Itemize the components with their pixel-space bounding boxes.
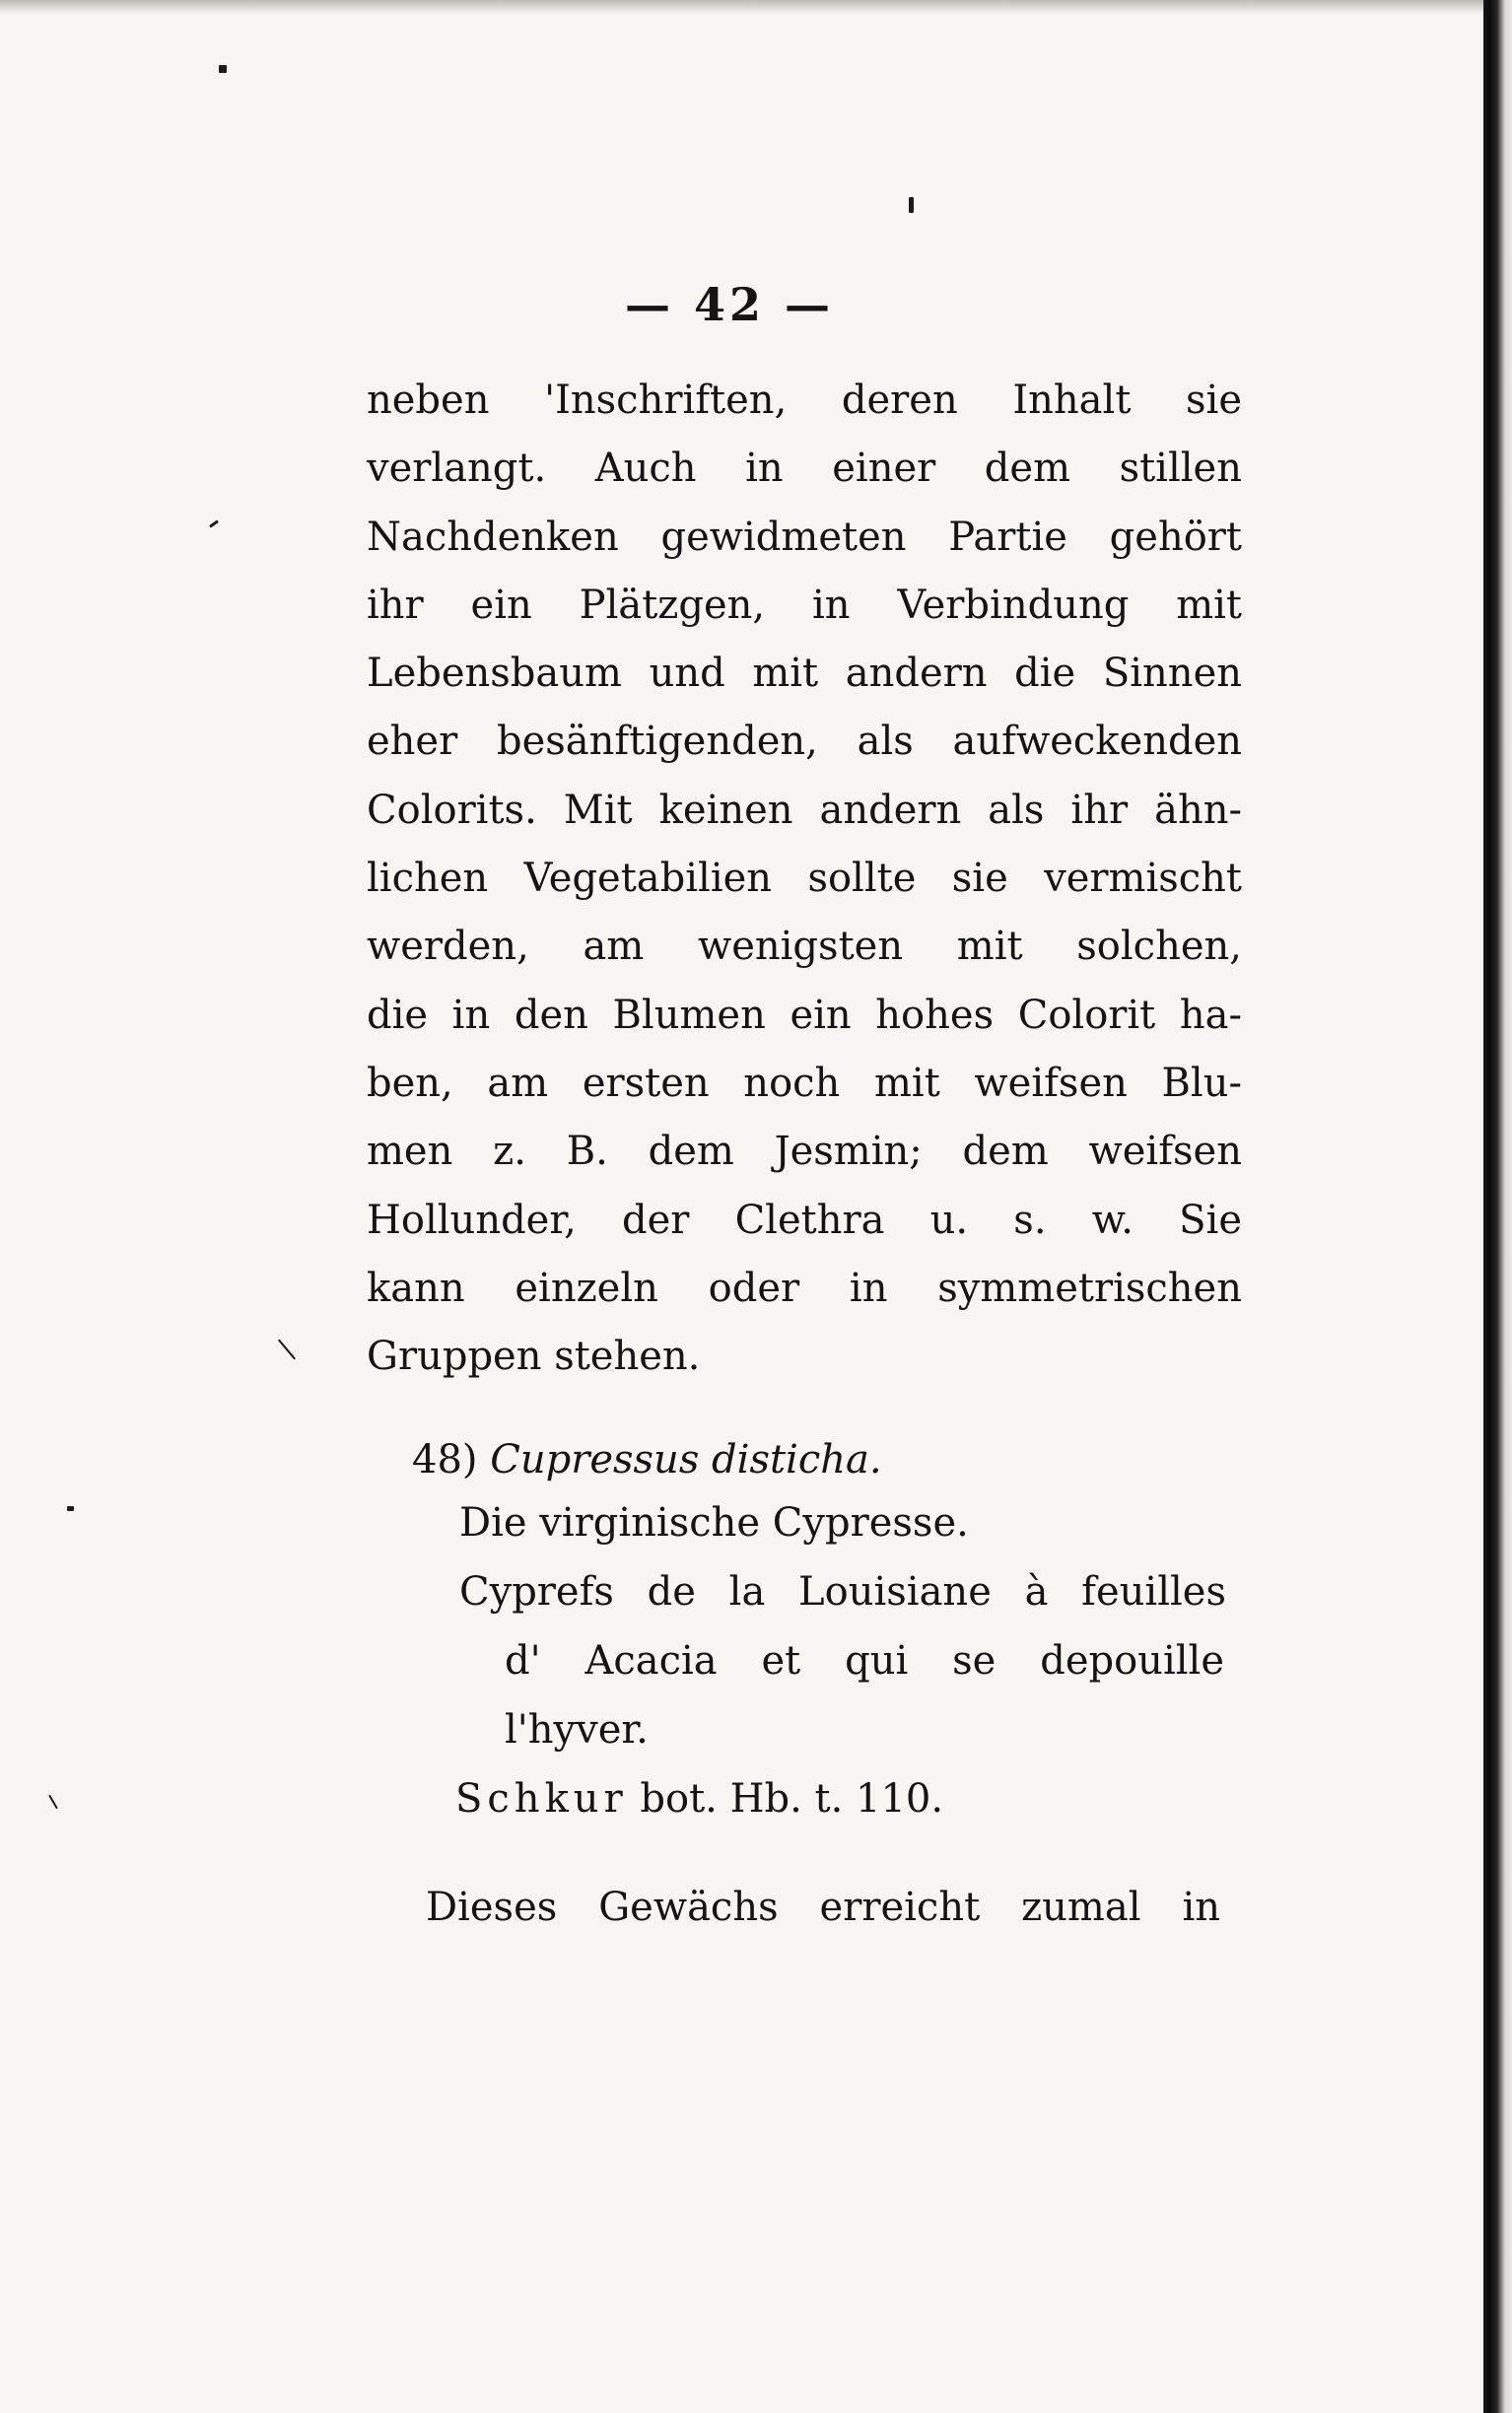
body-line: neben 'Inschriften, deren Inhalt sie <box>367 378 1242 423</box>
body-line: Lebensbaum und mit andern die Sinnen <box>367 651 1242 697</box>
entry-french-line: Cyprefs de la Louisiane à feuilles <box>459 1569 1226 1615</box>
book-edge <box>1483 0 1512 2413</box>
closing-line: Dieses Gewächs erreicht zumal in <box>426 1885 1220 1930</box>
reference-author: Schkur <box>455 1776 628 1822</box>
page-number: — 42 — <box>624 278 835 331</box>
body-line: Nachdenken gewidmeten Partie gehört <box>367 514 1242 560</box>
body-line: Hollunder, der Clethra u. s. w. Sie <box>367 1197 1242 1243</box>
body-line: ben, am ersten noch mit weifsen Blu- <box>367 1060 1242 1106</box>
entry-latin-name: Cupressus disticha. <box>490 1437 882 1482</box>
body-line: Colorits. Mit keinen andern als ihr ähn- <box>367 787 1242 833</box>
body-line: die in den Blumen ein hohes Colorit ha- <box>367 992 1242 1038</box>
entry-heading <box>412 1425 882 1494</box>
body-line: verlangt. Auch in einer dem stillen <box>367 446 1242 492</box>
reference-details: bot. Hb. t. 110. <box>640 1776 944 1822</box>
body-line: lichen Vegetabilien sollte sie vermischt <box>367 856 1242 902</box>
body-paragraph <box>367 367 1242 1391</box>
entry-french-line: l'hyver. <box>505 1707 649 1753</box>
body-line: werden, am wenigsten mit solchen, <box>367 924 1242 970</box>
body-line: men z. B. dem Jesmin; dem weifsen <box>367 1129 1242 1175</box>
body-line: ihr ein Plätzgen, in Verbindung mit <box>367 582 1242 628</box>
body-line: Gruppen stehen. <box>367 1334 701 1380</box>
entry-french-line: d' Acacia et qui se depouille <box>505 1638 1224 1684</box>
body-line: kann einzeln oder in symmetrischen <box>367 1265 1242 1311</box>
body-line: eher besänftigenden, als aufweckenden <box>367 719 1242 765</box>
entry-number: 48) <box>412 1437 478 1482</box>
entry-reference <box>455 1764 943 1833</box>
entry-german-name: Die virginische Cypresse. <box>459 1500 969 1546</box>
